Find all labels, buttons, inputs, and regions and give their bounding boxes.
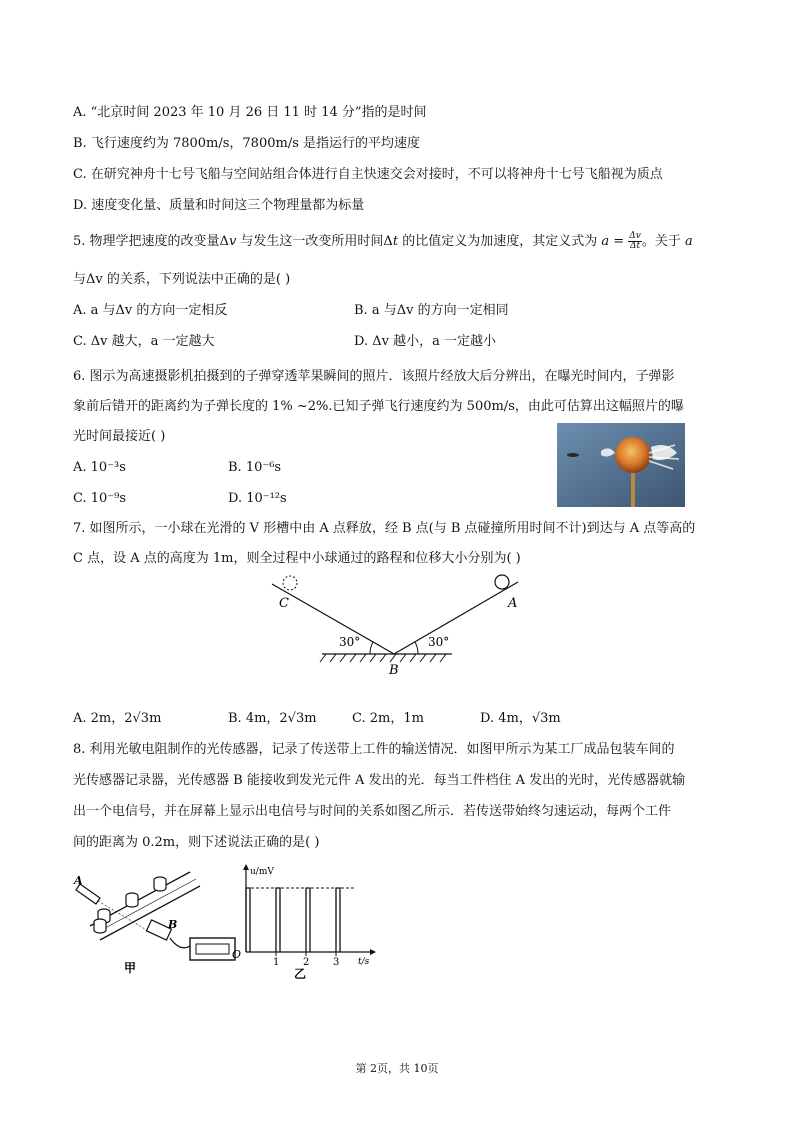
q5-stem-line2: 与Δv 的关系，下列说法中正确的是( ) xyxy=(73,272,291,287)
q5-stem-part-c: 的比值定义为加速度，其定义式为 xyxy=(398,234,602,249)
q6-option-a: A. 10⁻³s xyxy=(73,460,126,475)
fig-caption-yi: 乙 xyxy=(294,967,307,981)
q6-option-c: C. 10⁻⁹s xyxy=(73,491,127,506)
fig-label-a: A xyxy=(74,874,83,887)
q8-stem-line2: 光传感器记录器，光传感器 B 能接收到发光元件 A 发出的光．每当工件档住 A 发出的光时，光传感器就输 xyxy=(73,773,686,788)
fig-label-b: B xyxy=(168,918,178,931)
q6-stem-line3: 光时间最接近( ) xyxy=(73,429,166,444)
page-footer: 第 2页，共 10页 xyxy=(355,1062,439,1075)
figure-jia-conveyor xyxy=(70,866,245,976)
q7-stem-line1: 7. 如图所示，一小球在光滑的 V 形槽中由 A 点释放，经 B 点(与 B 点碰撞所用时间不计)到达与 A 点等高的 xyxy=(73,521,696,536)
bullet-apple-photo xyxy=(557,423,685,507)
origin-label: O xyxy=(232,948,242,961)
q7-option-a: A. 2m，2√3m xyxy=(73,711,162,726)
q4-option-c: C. 在研究神舟十七号飞船与空间站组合体进行自主快速交会对接时，不可以将神舟十七号飞船视为质点 xyxy=(73,167,663,182)
q5-stem-part-d: 。关于 xyxy=(641,234,685,249)
tick-1: 1 xyxy=(273,957,280,968)
q5-stem-part-a: 5. 物理学把速度的改变量Δ xyxy=(73,234,229,249)
tick-2: 2 xyxy=(303,957,310,968)
q5-option-d: D. Δv 越小，a 一定越小 xyxy=(354,334,496,349)
label-c: C xyxy=(279,596,289,611)
q7-option-c: C. 2m，1m xyxy=(352,711,424,726)
q7-option-b: B. 4m，2√3m xyxy=(228,711,317,726)
q4-option-d: D. 速度变化量、质量和时间这三个物理量都为标量 xyxy=(73,198,365,213)
angle-left-label: 30° xyxy=(339,635,361,649)
label-b: B xyxy=(389,663,399,678)
q5-option-c: C. Δv 越大，a 一定越大 xyxy=(73,334,215,349)
q8-stem-line3: 出一个电信号，并在屏幕上显示出电信号与时间的关系如图乙所示．若传送带始终匀速运动，每两个工件 xyxy=(73,804,672,819)
q5-stem-part-b: 与发生这一改变所用时间Δ xyxy=(236,234,393,249)
q5-fraction-den: Δt xyxy=(630,241,641,251)
q7-stem-line2: C 点，设 A 点的高度为 1m，则全过程中小球通过的路程和位移大小分别为( ) xyxy=(73,551,521,566)
q5-stem-line1: 5. 物理学把速度的改变量Δv 与发生这一改变所用时间Δt 的比值定义为加速度，其定义式为 a = $\frac{\Delta v}{\Delta t}$ 。关于 a xyxy=(73,231,693,251)
q8-stem-line4: 间的距离为 0.2m，则下述说法正确的是( ) xyxy=(73,835,320,850)
axis-u-label: u/mV xyxy=(250,867,274,877)
fig-caption-jia: 甲 xyxy=(124,961,137,975)
q5-fraction xyxy=(628,232,642,251)
label-a: A xyxy=(508,596,518,611)
q5-fraction-num: Δv xyxy=(629,231,641,241)
q7-option-d: D. 4m，√3m xyxy=(480,711,561,726)
tick-3: 3 xyxy=(333,957,340,968)
q6-option-b: B. 10⁻⁶s xyxy=(228,460,282,475)
q8-stem-line1: 8. 利用光敏电阻制作的光传感器，记录了传送带上工件的输送情况．如图甲所示为某工厂成品包装车间的 xyxy=(73,742,675,757)
q5-option-a: A. a 与Δv 的方向一定相反 xyxy=(73,303,228,318)
q5-option-b: B. a 与Δv 的方向一定相同 xyxy=(354,303,509,318)
q4-option-b: B. 飞行速度约为 7800m/s，7800m/s 是指运行的平均速度 xyxy=(73,136,421,151)
q6-option-d: D. 10⁻¹²s xyxy=(228,491,287,506)
angle-right-label: 30° xyxy=(428,635,450,649)
q6-stem-line2: 象前后错开的距离约为子弹长度的 1% ~2%.已知子弹飞行速度约为 500m/s，由此可估算出这幅照片的曝 xyxy=(73,399,684,414)
v-groove-diagram xyxy=(279,570,552,678)
axis-t-label: t/s xyxy=(358,957,370,967)
figure-yi-signal-graph xyxy=(230,862,380,980)
q4-option-a: A. “北京时间 2023 年 10 月 26 日 11 时 14 分”指的是时间 xyxy=(73,105,427,120)
q6-stem-line1: 6. 图示为高速摄影机拍摄到的子弹穿透苹果瞬间的照片．该照片经放大后分辨出，在曝光时间内，子弹影 xyxy=(73,369,675,384)
